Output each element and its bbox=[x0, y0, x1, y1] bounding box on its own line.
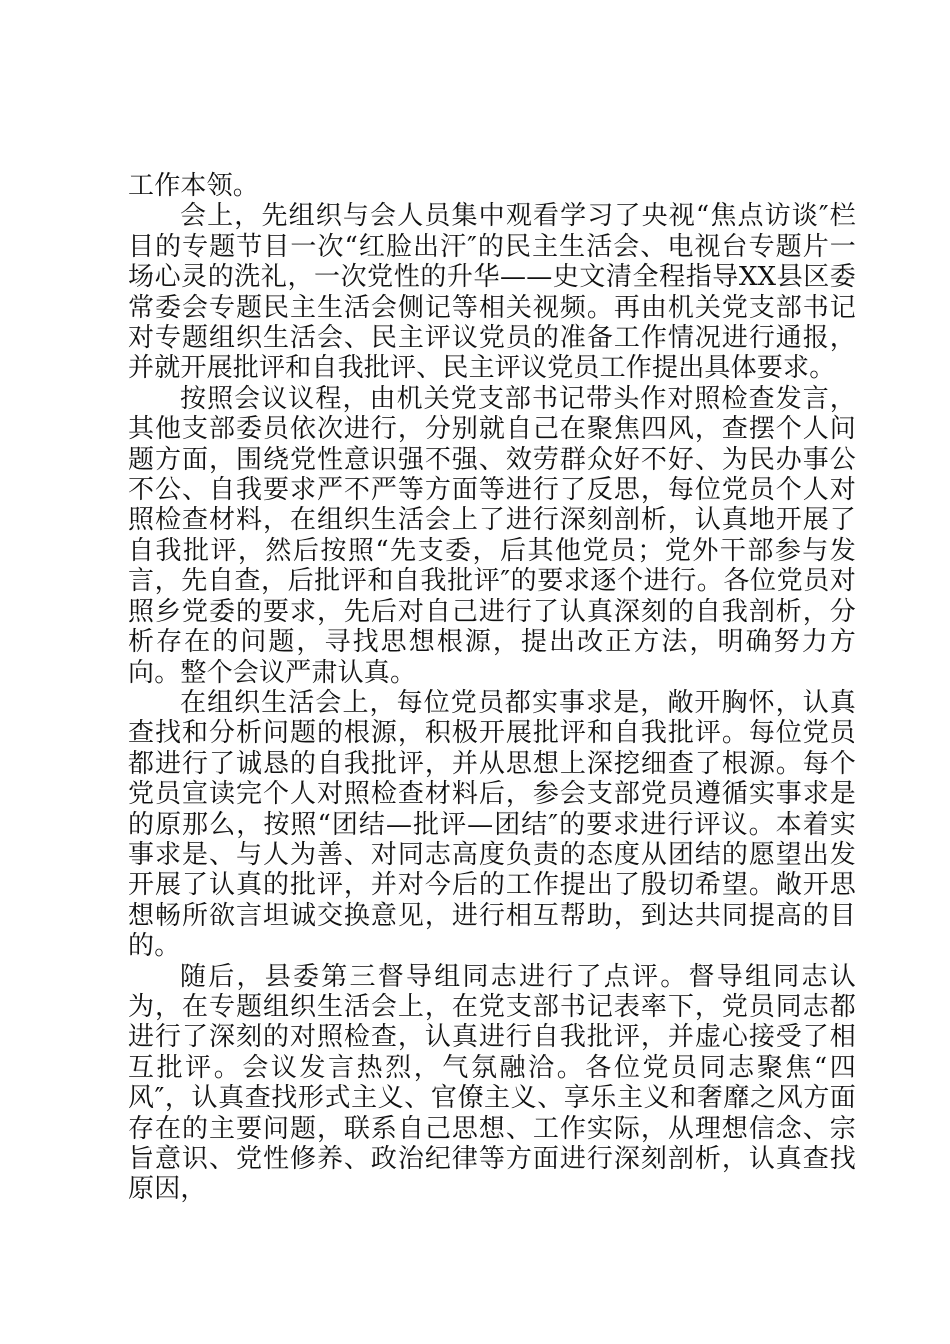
paragraph-continuation: 工作本领。 bbox=[128, 171, 260, 201]
paragraph-supervision-review: 随后，县委第三督导组同志进行了点评。督导组同志认为，在专题组织生活会上，在党支部书记表率下，党员同志都进行了深刻的对照检查，认真进行自我批评，并虚心接受了相互批评。会议发言热烈，气氛融洽。各位党员同志聚焦“四风″，认真查找形式主义、官僚主义、享乐主义和奢靡之风方面存在的主要问题，联系自己思想、工作实际，从理想信念、宗旨意识、党性修养、政治纪律等方面进行深刻剖析，认真查找原因， bbox=[128, 961, 856, 1205]
paragraph-criticism: 在组织生活会上，每位党员都实事求是，敞开胸怀，认真查找和分析问题的根源，积极开展批评和自我批评。每位党员都进行了诚恳的自我批评，并从思想上深挖细查了根源。每个党员宣读完个人对照检查材料后，参会支部党员遵循实事求是的原那么，按照“团结—批评—团结″的要求进行评议。本着实事求是、与人为善、对同志高度负责的态度从团结的愿望出发开展了认真的批评，并对今后的工作提出了殷切希望。敞开思想畅所欲言坦诚交换意见，进行相互帮助，到达共同提高的目的。 bbox=[128, 687, 856, 962]
paragraph-meeting-agenda: 按照会议议程，由机关党支部书记带头作对照检查发言，其他支部委员依次进行，分别就自己在聚焦四风，查摆个人问题方面，围绕党性意识强不强、效劳群众好不好、为民办事公不公、自我要求严不严等方面等进行了反思，每位党员个人对照检查材料，在组织生活会上了进行深刻剖析，认真地开展了自我批评，然后按照“先支委，后其他党员；党外干部参与发言，先自查，后批评和自我批评″的要求逐个进行。各位党员对照乡党委的要求，先后对自己进行了认真深刻的自我剖析，分析存在的问题，寻找思想根源，提出改正方法，明确努力方向。整个会议严肃认真。 bbox=[128, 383, 856, 688]
paragraph-meeting-viewing: 会上，先组织与会人员集中观看学习了央视“焦点访谈″栏目的专题节目一次“红脸出汗″的民主生活会、电视台专题片一场心灵的洗礼，一次党性的升华——史文清全程指导XX县区委常委会专题民主生活会侧记等相关视频。再由机关党支部书记对专题组织生活会、民主评议党员的准备工作情况进行通报，并就开展批评和自我批评、民主评议党员工作提出具体要求。 bbox=[128, 201, 856, 384]
document-body bbox=[128, 171, 856, 1205]
